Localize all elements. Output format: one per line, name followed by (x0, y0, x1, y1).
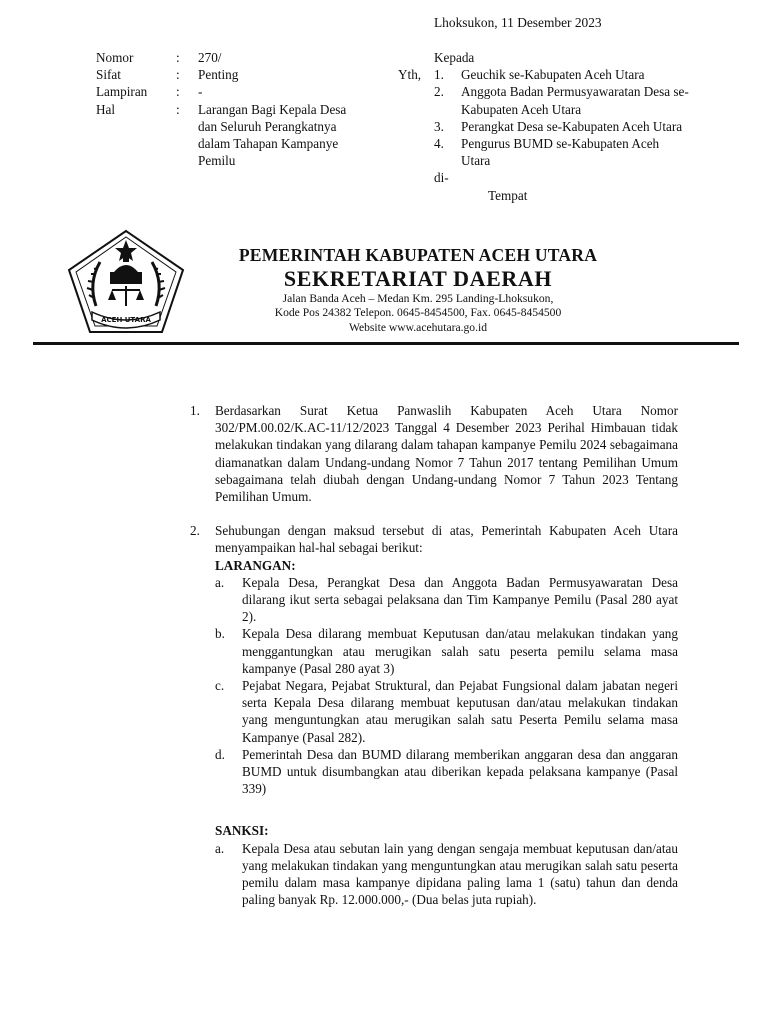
meta-value: - (198, 84, 203, 100)
recipient-text: Pengurus BUMD se-Kabupaten Aceh Utara (461, 136, 660, 169)
meta-row-lampiran (96, 83, 386, 100)
meta-value: 270/ (198, 50, 222, 65)
larangan-item (215, 746, 678, 798)
meta-value: Penting (198, 67, 239, 83)
recipient-text: Anggota Badan Permusyawaratan Desa se-Kabupaten Aceh Utara (461, 84, 689, 117)
item-text: Kepala Desa atau sebutan lain yang dengan sengaja membuat keputusan dan/atau yang melakukan tindakan yang menguntungkan atau merugikan salah satu peserta pemilu dalam masa kampanye dipidana paling lama 1 (satu) tahun dan denda paling banyak Rp. 12.000.000,- (Dua belas juta rupiah). (242, 840, 678, 908)
meta-colon: : (176, 67, 180, 83)
meta-value: Larangan Bagi Kepala Desa dan Seluruh Perangkatnya dalam Tahapan Kampanye Pemilu (198, 101, 347, 169)
recipient-item (434, 83, 694, 117)
letterhead-website: Website www.acehutara.go.id (348, 320, 488, 334)
sanksi-item (215, 840, 678, 909)
di-label: di- (434, 170, 449, 186)
item-letter: b. (215, 626, 225, 642)
item-text: Pejabat Negara, Pejabat Struktural, dan Pejabat Fungsional dalam jabatan negeri serta Kepala Desa dilarang membuat keputusan dan/atau melakukan tindakan yang menguntungkan atau merugikan salah satu Peserta Pemilu selama masa Kampanye (Pasal 282). (242, 678, 678, 745)
meta-row-nomor (96, 49, 386, 66)
meta-row-sifat (96, 66, 386, 83)
letterhead-address: Jalan Banda Aceh – Medan Km. 295 Landing-Lhoksukon, (282, 292, 554, 305)
paragraph-number: 1. (190, 403, 200, 418)
letter-body (190, 402, 678, 908)
meta-key: Lampiran (96, 84, 148, 100)
meta-colon: : (176, 50, 180, 65)
paragraph-1 (190, 402, 678, 505)
larangan-item (215, 625, 678, 677)
larangan-heading: LARANGAN: (215, 557, 296, 573)
item-text: Kepala Desa dilarang membuat Keputusan dan/atau melakukan tindakan yang menggantungkan atau merugikan salah satu peserta pemilu selama masa kampanye (Pasal 280 ayat 3) (242, 626, 678, 676)
yth-label: Yth, (398, 67, 422, 82)
meta-key: Hal (96, 101, 116, 117)
larangan-item (215, 677, 678, 746)
recipient-number: 1. (434, 67, 444, 83)
recipient-item (434, 135, 694, 169)
larangan-item (215, 574, 678, 626)
meta-colon: : (176, 101, 180, 117)
recipient-item (434, 66, 694, 83)
letter-meta (96, 49, 386, 169)
paragraph-number: 2. (190, 523, 200, 539)
meta-key: Nomor (96, 50, 134, 65)
paragraph-2 (190, 522, 678, 908)
meta-key: Sifat (96, 67, 121, 83)
meta-row-hal (96, 101, 386, 170)
recipient-number: 4. (434, 136, 444, 152)
recipient-text: Perangkat Desa se-Kabupaten Aceh Utara (461, 118, 683, 134)
recipient-block (434, 49, 694, 204)
paragraph-content (215, 522, 678, 908)
spacer (215, 797, 678, 822)
letterhead-divider (33, 342, 739, 345)
letterhead (190, 244, 646, 335)
letterhead-postal: Kode Pos 24382 Telepon. 0645-8454500, Fax. 0645-8454500 (274, 306, 562, 320)
item-letter: d. (215, 746, 225, 762)
item-letter: c. (215, 678, 225, 694)
item-text: Pemerintah Desa dan BUMD dilarang memberikan anggaran desa dan anggaran BUMD untuk disumbangkan atau diberikan kepada pelaksana kampanye (Pasal 339) (242, 746, 678, 797)
item-letter: a. (215, 574, 225, 590)
svg-text:ACEH UTARA: ACEH UTARA (101, 316, 151, 324)
recipient-number: 2. (434, 84, 444, 100)
letter-date: Lhoksukon, 11 Desember 2023 (434, 15, 602, 30)
kepada-label: Kepada (434, 50, 475, 65)
item-text: Kepala Desa, Perangkat Desa dan Anggota Badan Permusyawaratan Desa dilarang ikut serta sebagai pelaksana dan Tim Kampanye Pemilu (Pasal 280 ayat 2). (242, 574, 678, 625)
paragraph-text: Sehubungan dengan maksud tersebut di atas, Pemerintah Kabupaten Aceh Utara menyampaikan hal-hal sebagai berikut: (215, 523, 678, 556)
recipient-text: Geuchik se-Kabupaten Aceh Utara (461, 67, 645, 83)
letterhead-secretariat: SEKRETARIAT DAERAH (283, 266, 553, 291)
paragraph-text: Berdasarkan Surat Ketua Panwaslih Kabupaten Aceh Utara Nomor 302/PM.00.02/K.AC-11/12/2023 Tanggal 4 Desember 2023 Perihal Himbauan tidak melakukan tindakan yang dilarang dalam tahapan kampanye Pemilu 2024 sebagaimana diamanatkan dalam Undang-undang Nomor 7 Tahun 2017 tentang Pemilihan Umum sebagaimana telah diubah dengan Undang-undang Nomor 7 Tahun 2023 Tentang Pemilihan Umum. (215, 403, 678, 505)
item-letter: a. (215, 840, 225, 856)
aceh-utara-logo-icon (66, 228, 186, 338)
recipient-number: 3. (434, 118, 444, 134)
recipient-item (434, 118, 694, 135)
letterhead-government: PEMERINTAH KABUPATEN ACEH UTARA (238, 245, 598, 265)
meta-colon: : (176, 84, 180, 100)
tempat-label: Tempat (488, 187, 528, 203)
sanksi-heading: SANKSI: (215, 823, 269, 839)
